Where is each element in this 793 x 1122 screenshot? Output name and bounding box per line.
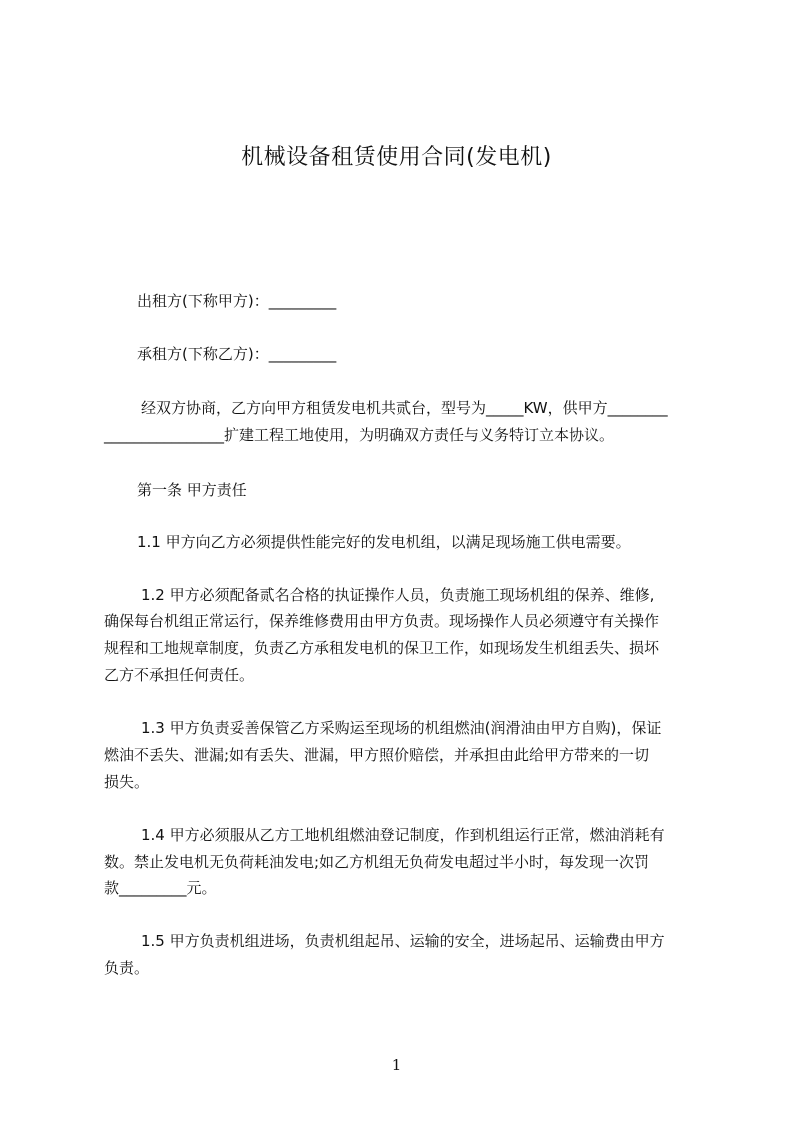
article-1-heading: 第一条 甲方责任 [137, 481, 247, 499]
clause-1-2-line-1: 1.2 甲方必须配备贰名合格的执证操作人员，负责施工现场机组的保养、维修, [141, 586, 655, 604]
page-number: 1 [391, 1056, 402, 1074]
lessor-line: 出租方(下称甲方)：_________ [137, 292, 337, 310]
clause-1-2-line-4: 乙方不承担任何责任。 [104, 666, 255, 684]
clause-1-2-line-3: 规程和工地规章制度，负责乙方承租发电机的保卫工作，如现场发生机组丢失、损坏 [104, 639, 660, 657]
clause-1-3-line-2: 燃油不丢失、泄漏;如有丢失、泄漏，甲方照价赔偿，并承担由此给甲方带来的一切 [104, 746, 650, 764]
lessee-line: 承租方(下称乙方)：_________ [137, 345, 337, 363]
clause-1-5-line-1: 1.5 甲方负责机组进场，负责机组起吊、运输的安全，进场起吊、运输费由甲方 [141, 932, 665, 950]
clause-1-4-line-2: 数。禁止发电机无负荷耗油发电;如乙方机组无负荷发电超过半小时，每发现一次罚 [104, 853, 650, 871]
clause-1-5-line-2: 负责。 [104, 959, 150, 977]
clause-1-4-line-3: 款_________元。 [104, 879, 217, 897]
clause-1-1-line-1: 1.1 甲方向乙方必须提供性能完好的发电机组，以满足现场施工供电需要。 [137, 533, 631, 551]
clause-1-3-line-3: 损失。 [104, 773, 150, 791]
clause-1-2-line-2: 确保每台机组正常运行，保养维修费用由甲方负责。现场操作人员必须遵守有关操作 [104, 612, 660, 630]
intro-line-1: 经双方协商，乙方向甲方租赁发电机共贰台，型号为_____KW，供甲方________ [141, 399, 668, 417]
intro-line-2: ________________扩建工程工地使用，为明确双方责任与义务特订立本协议。 [104, 426, 615, 444]
clause-1-3-line-1: 1.3 甲方负责妥善保管乙方采购运至现场的机组燃油(润滑油由甲方自购)，保证 [141, 719, 662, 737]
document-title: 机械设备租赁使用合同(发电机) [241, 145, 552, 170]
clause-1-4-line-1: 1.4 甲方必须服从乙方工地机组燃油登记制度，作到机组运行正常，燃油消耗有 [141, 826, 665, 844]
